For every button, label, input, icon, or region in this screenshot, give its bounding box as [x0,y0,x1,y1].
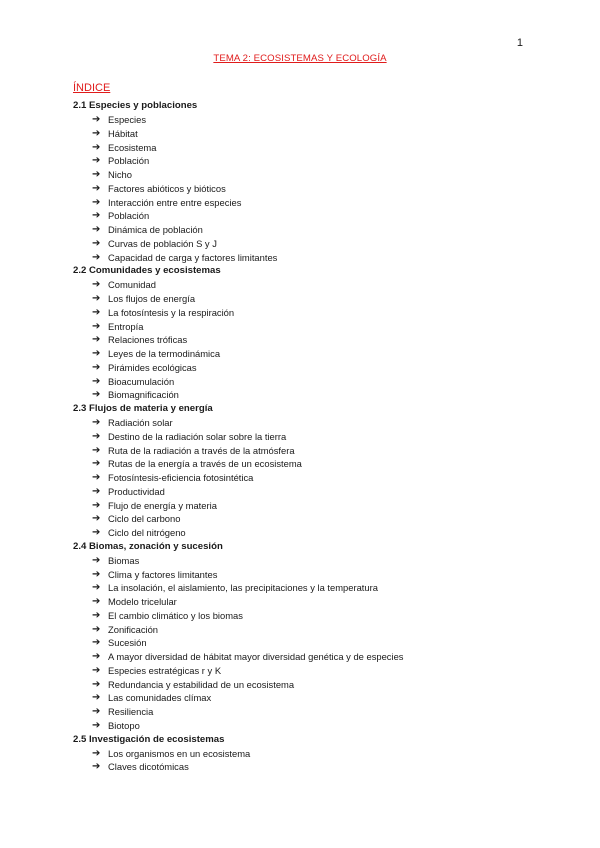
list-item [92,609,543,623]
list-item [92,416,543,430]
list-item-label: Ecosistema [108,141,157,153]
section-title: 2.5 Investigación de ecosistemas [73,733,225,745]
arrow-right-icon: ➔ [92,182,101,194]
arrow-right-icon: ➔ [92,568,101,580]
arrow-right-icon: ➔ [92,692,101,704]
list-item-label: Comunidad [108,279,156,291]
list-item [92,760,543,774]
arrow-right-icon: ➔ [92,472,101,483]
arrow-right-icon: ➔ [92,651,101,662]
list-item-label: Claves dicotómicas [108,761,189,773]
arrow-right-icon: ➔ [92,747,101,759]
list-item-label: Relaciones tróficas [108,334,188,346]
section-title: 2.4 Biomas, zonación y sucesión [73,540,223,552]
list-item [92,375,543,389]
list-item [92,485,543,499]
arrow-right-icon: ➔ [92,237,101,249]
list-item-label: Biomas [108,554,140,566]
list-item [92,113,543,127]
list-item [92,444,543,458]
list-item-label: Radiación solar [108,417,173,428]
list-item-label: Ciclo del nitrógeno [108,527,186,538]
list-item [92,568,543,582]
index-heading: ÍNDICE [73,82,111,94]
arrow-right-icon: ➔ [92,348,101,359]
list-item-label: Interacción entre entre especies [108,196,242,208]
arrow-right-icon: ➔ [92,210,101,222]
arrow-right-icon: ➔ [92,320,101,332]
list-item [92,320,543,334]
arrow-right-icon: ➔ [92,596,101,607]
list-item [92,705,543,719]
list-item [92,664,543,678]
list-item-label: Capacidad de carga y factores limitantes [108,251,278,263]
arrow-right-icon: ➔ [92,375,101,387]
section-item-list [73,278,543,402]
arrow-right-icon: ➔ [92,127,101,139]
list-item [92,678,543,692]
section-title: 2.1 Especies y poblaciones [73,100,198,111]
arrow-right-icon: ➔ [92,430,101,442]
list-item [92,526,543,540]
list-item [92,196,543,210]
list-item-label: Curvas de población S y J [108,237,217,249]
arrow-right-icon: ➔ [92,761,101,773]
list-item [92,237,543,251]
list-item-label: Zonificación [108,623,159,635]
list-item [92,471,543,485]
list-item-label: Entropía [108,320,144,332]
arrow-right-icon: ➔ [92,417,101,428]
list-item-label: Nicho [108,169,132,180]
arrow-right-icon: ➔ [92,623,101,635]
toc-section [73,264,543,402]
list-item [92,182,543,196]
list-item [92,623,543,637]
list-item [92,141,543,155]
arrow-right-icon: ➔ [92,554,101,566]
list-item [92,223,543,237]
table-of-contents [73,99,543,774]
arrow-right-icon: ➔ [92,444,101,456]
list-item [92,306,543,320]
list-item-label: Destino de la radiación solar sobre la tierra [108,430,287,442]
page-number: 1 [516,37,523,49]
list-item-label: Ciclo del carbono [108,513,181,525]
list-item-label: Ruta de la radiación a través de la atmósfera [108,444,295,456]
list-item-label: Los organismos en un ecosistema [108,747,251,759]
list-item [92,691,543,705]
arrow-right-icon: ➔ [92,458,101,470]
arrow-right-icon: ➔ [92,169,101,180]
list-item [92,347,543,361]
list-item-label: El cambio climático y los biomas [108,609,243,621]
document-title: TEMA 2: ECOSISTEMAS Y ECOLOGÍA [213,53,387,64]
list-item-label: Sucesión [108,637,147,649]
list-item [92,512,543,526]
arrow-right-icon: ➔ [92,114,101,125]
list-item-label: Leyes de la termodinámica [108,348,221,359]
arrow-right-icon: ➔ [92,485,101,497]
arrow-right-icon: ➔ [92,334,101,346]
list-item-label: Pirámides ecológicas [108,361,197,373]
arrow-right-icon: ➔ [92,293,101,304]
section-title: 2.3 Flujos de materia y energía [73,403,213,414]
list-item-label: Modelo tricelular [108,596,177,607]
list-item [92,457,543,471]
list-item [92,636,543,650]
list-item [92,292,543,306]
arrow-right-icon: ➔ [92,251,101,263]
toc-section [73,733,543,775]
list-item-label: Los flujos de energía [108,293,196,304]
list-item [92,747,543,761]
list-item-label: Resiliencia [108,706,154,717]
section-item-list [73,113,543,264]
list-item-label: La insolación, el aislamiento, las precipitaciones y la temperatura [108,582,378,594]
list-item-label: Población [108,210,150,222]
arrow-right-icon: ➔ [92,719,101,731]
list-item [92,650,543,664]
arrow-right-icon: ➔ [92,279,101,291]
list-item-label: Factores abióticos y bióticos [108,182,226,194]
list-item-label: Población [108,155,150,167]
arrow-right-icon: ➔ [92,389,101,401]
list-item [92,719,543,733]
list-item [92,554,543,568]
arrow-right-icon: ➔ [92,706,101,717]
list-item [92,168,543,182]
arrow-right-icon: ➔ [92,513,101,525]
arrow-right-icon: ➔ [92,637,101,649]
toc-section [73,540,543,733]
toc-section [73,99,543,264]
arrow-right-icon: ➔ [92,609,101,621]
list-item-label: Las comunidades clímax [108,692,212,704]
list-item-label: Especies [108,114,147,125]
list-item-label: Dinámica de población [108,224,203,235]
list-item-label: Redundancia y estabilidad de un ecosistema [108,678,295,690]
list-item [92,251,543,265]
arrow-right-icon: ➔ [92,499,101,511]
list-item-label: Rutas de la energía a través de un ecosistema [108,458,302,470]
list-item-label: Productividad [108,485,165,497]
toc-section [73,402,543,540]
list-item-label: Biomagnificación [108,389,179,401]
list-item-label: Biotopo [108,719,140,731]
list-item [92,209,543,223]
list-item [92,430,543,444]
arrow-right-icon: ➔ [92,196,101,208]
arrow-right-icon: ➔ [92,141,101,153]
list-item-label: A mayor diversidad de hábitat mayor diversidad genética y de especies [108,651,404,662]
list-item [92,595,543,609]
list-item [92,361,543,375]
list-item [92,581,543,595]
list-item-label: Hábitat [108,127,138,139]
arrow-right-icon: ➔ [92,306,101,318]
list-item [92,127,543,141]
arrow-right-icon: ➔ [92,361,101,373]
list-item [92,499,543,513]
arrow-right-icon: ➔ [92,155,101,167]
list-item-label: Especies estratégicas r y K [108,664,222,676]
section-item-list [73,554,543,733]
list-item [92,333,543,347]
list-item-label: Flujo de energía y materia [108,499,217,511]
section-item-list [73,747,543,775]
list-item-label: La fotosíntesis y la respiración [108,306,235,318]
list-item [92,154,543,168]
arrow-right-icon: ➔ [92,527,101,538]
list-item [92,278,543,292]
list-item-label: Bioacumulación [108,375,175,387]
arrow-right-icon: ➔ [92,664,101,676]
section-title: 2.2 Comunidades y ecosistemas [73,265,221,277]
section-item-list [73,416,543,540]
arrow-right-icon: ➔ [92,582,101,594]
list-item-label: Fotosíntesis-eficiencia fotosintética [108,472,254,483]
list-item [92,388,543,402]
arrow-right-icon: ➔ [92,224,101,235]
list-item-label: Clima y factores limitantes [108,568,218,580]
arrow-right-icon: ➔ [92,678,101,690]
